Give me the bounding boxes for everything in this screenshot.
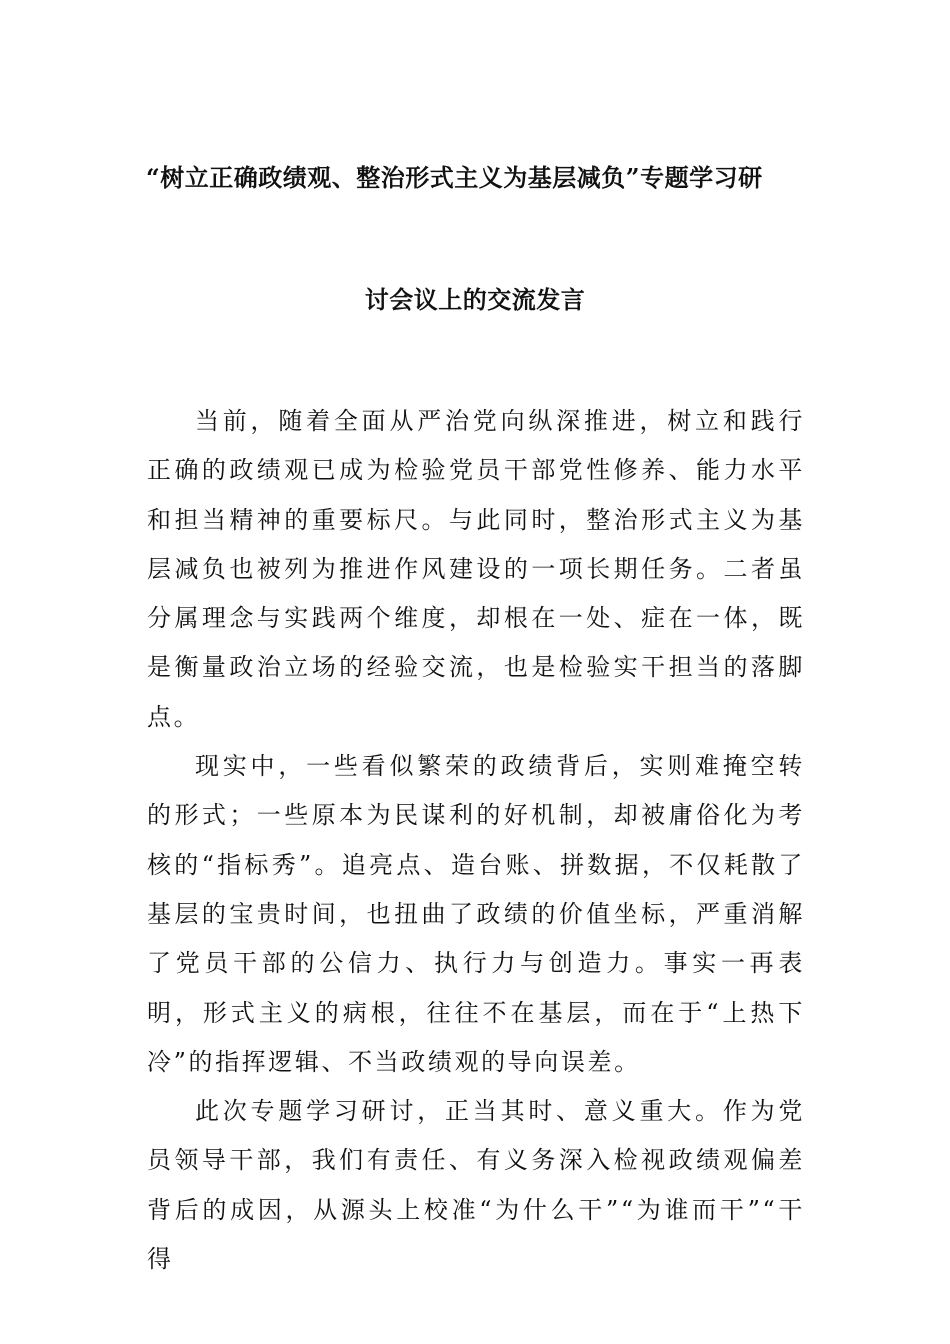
paragraph-2: 现实中，一些看似繁荣的政绩背后，实则难掩空转的形式；一些原本为民谋利的好机制，却被庸俗化为考核的“指标秀”。追亮点、造台账、拼数据，不仅耗散了基层的宝贵时间，也扭曲了政绩的价值坐标，严重消解了党员干部的公信力、执行力与创造力。事实一再表明，形式主义的病根，往往不在基层，而在于“上热下冷”的指挥逻辑、不当政绩观的导向误差。 xyxy=(147,752,805,1076)
paragraph-3: 此次专题学习研讨，正当其时、意义重大。作为党员领导干部，我们有责任、有义务深入检视政绩观偏差背后的成因，从源头上校准“为什么干”“为谁而干”“干得 xyxy=(147,1097,805,1274)
document-title-line-1: “树立正确政绩观、整治形式主义为基层减负”专题学习研 xyxy=(146,163,763,192)
document-body xyxy=(147,397,805,1284)
paragraph-1: 当前，随着全面从严治党向纵深推进，树立和践行正确的政绩观已成为检验党员干部党性修养、能力水平和担当精神的重要标尺。与此同时，整治形式主义为基层减负也被列为推进作风建设的一项长期任务。二者虽分属理念与实践两个维度，却根在一处、症在一体，既是衡量政治立场的经验交流，也是检验实干担当的落脚点。 xyxy=(147,407,805,731)
document-title-line-2: 讨会议上的交流发言 xyxy=(364,285,586,314)
